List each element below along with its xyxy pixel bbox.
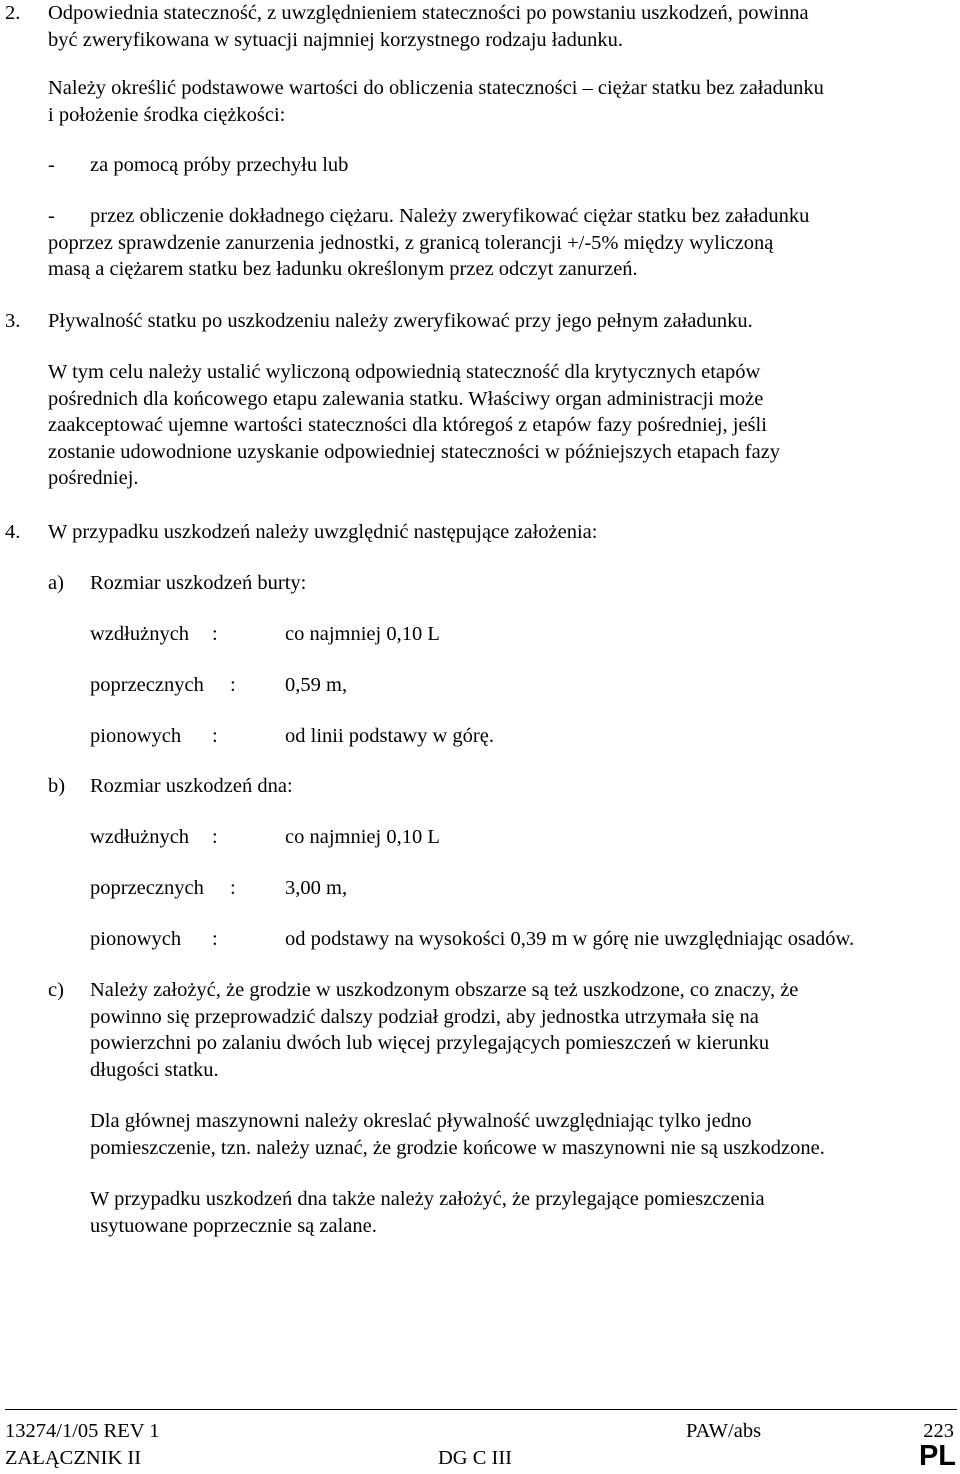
text-line: Pływalność statku po uszkodzeniu należy zweryfikować przy jego pełnym załadunku. [48,310,753,332]
subsection-label: a) [48,572,64,594]
text-line: powierzchni po zalaniu dwóch lub więcej przylegających pomieszczeń w kierunku [90,1032,770,1054]
footer-doc-ref: 13274/1/05 REV 1 [5,1420,160,1442]
section-2-para-2 [0,75,960,129]
dimension-key: wzdłużnych [90,623,190,645]
dimension-key: wzdłużnych [90,826,190,848]
text-line: Odpowiednia stateczność, z uwzględnieniem stateczności po powstaniu uszkodzeń, powinna [48,2,809,24]
dimension-colon: : [212,928,218,950]
text-line: pośrednich dla końcowego etapu zalewania statku. Właściwy organ administracji może [48,387,764,410]
text-line: być zweryfikowana w sytuacji najmniej korzystnego rodzaju ładunku. [48,28,623,51]
dimension-row [0,926,960,953]
paragraph [90,1108,950,1161]
subsection-a-title [0,570,960,597]
text-line: Należy określić podstawowe wartości do obliczenia stateczności – ciężar statku bez załadunku [48,77,824,99]
dimension-colon: : [230,674,236,696]
text-line: Należy założyć, że grodzie w uszkodzonym obszarze są też uszkodzone, co znaczy, że [90,979,799,1001]
subsection-c-para-3 [0,1186,960,1240]
footer-author: PAW/abs [686,1420,762,1442]
paragraph [90,1186,950,1239]
footer-divider [5,1409,957,1410]
section-3-para-1 [0,308,960,335]
text-line: Dla głównej maszynowni należy okreslać pływalność uwzględniając tylko jedno [90,1110,752,1132]
text-line: pośredniej. [48,467,139,489]
bullet-dash: - [48,205,55,227]
subsection-c-para-1 [0,977,960,1085]
text-line: W przypadku uszkodzeń należy uwzględnić następujące założenia: [48,521,598,543]
section-4-intro [0,519,960,546]
dimension-colon: : [212,623,218,645]
bullet-text: za pomocą próby przechyłu lub [90,154,349,176]
text-line: W przypadku uszkodzeń dna także należy założyć, że przylegające pomieszczenia [90,1188,765,1210]
subsection-c-para-2 [0,1108,960,1162]
section-number: 4. [5,521,21,543]
paragraph [48,0,953,53]
dimension-key: poprzecznych [90,877,204,899]
dimension-value: co najmniej 0,10 L [285,623,440,645]
bullet-item [0,203,960,283]
text-line: przez obliczenie dokładnego ciężaru. Należy zweryfikować ciężar statku bez załadunku [90,205,810,227]
text-line: masą a ciężarem statku bez ładunku określonym przez odczyt zanurzeń. [48,258,638,280]
bullet-dash: - [48,154,55,176]
dimension-key: poprzecznych [90,674,204,696]
text-line: poprzez sprawdzenie zanurzenia jednostki, z granicą tolerancji +/-5% między wyliczoną [48,231,774,254]
footer-dg: DG C III [438,1447,513,1469]
text-line: zostanie udowodnione uzyskanie odpowiedniej stateczności w późniejszych etapach fazy [48,440,781,463]
paragraph [90,977,950,1083]
text-line: pomieszczenie, tzn. należy uznać, że grodzie końcowe w maszynowni nie są uszkodzone. [90,1136,825,1159]
subsection-label: c) [48,979,64,1001]
subsection-title: Rozmiar uszkodzeń dna: [90,775,293,797]
subsection-label: b) [48,775,66,797]
dimension-row [0,824,960,851]
footer-annex: ZAŁĄCZNIK II [5,1447,142,1469]
dimension-row [0,672,960,699]
text-line: W tym celu należy ustalić wyliczoną odpowiednią stateczność dla krytycznych etapów [48,361,761,383]
dimension-colon: : [230,877,236,899]
bullet-continuation [48,230,953,283]
section-number: 2. [5,2,21,24]
section-2-para-1 [0,0,960,54]
dimension-key: pionowych [90,725,182,747]
dimension-row [0,875,960,902]
dimension-colon: : [212,725,218,747]
bullet-item [0,152,960,179]
dimension-value: 3,00 m, [285,877,348,899]
dimension-value: od linii podstawy w górę. [285,725,494,747]
text-line: powinno się przeprowadzić dalszy podział grodzi, aby jednostka utrzymała się na [90,1005,759,1028]
paragraph [48,359,953,492]
dimension-colon: : [212,826,218,848]
dimension-row [0,723,960,750]
text-line: zaakceptować ujemne wartości stateczności dla któregoś z etapów fazy pośredniej, jeśli [48,414,767,436]
dimension-value: od podstawy na wysokości 0,39 m w górę nie uwzględniając osadów. [285,928,855,950]
dimension-row [0,621,960,648]
dimension-key: pionowych [90,928,182,950]
footer-page-number: 223 [923,1420,954,1442]
text-line: długości statku. [90,1058,219,1081]
dimension-value: co najmniej 0,10 L [285,826,440,848]
dimension-value: 0,59 m, [285,674,348,696]
footer-language-code: PL [918,1440,956,1472]
paragraph [48,75,953,128]
section-number: 3. [5,310,21,332]
section-3-para-2 [0,359,960,494]
text-line: usytuowane poprzecznie są zalane. [90,1214,377,1237]
subsection-title: Rozmiar uszkodzeń burty: [90,572,307,594]
text-line: i położenie środka ciężkości: [48,103,286,126]
subsection-b-title [0,773,960,800]
bullet-text [90,203,950,230]
